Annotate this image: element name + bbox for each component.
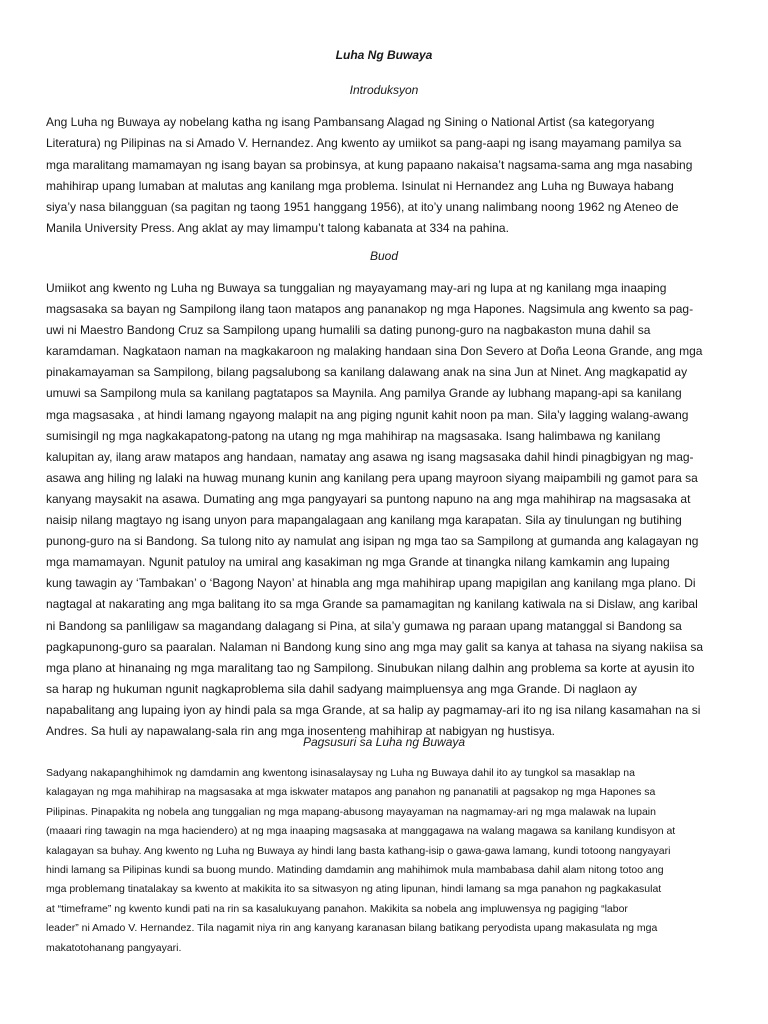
section-heading-pagsusuri: Pagsusuri sa Luha ng Buwaya xyxy=(302,735,466,749)
text-line: punong-guro na si Bandong. Sa tulong nito ay namulat ang isipan ng mga tao sa Sampilong at gumanda ang kalagayan ng xyxy=(46,534,699,549)
paragraph-pagsusuri xyxy=(46,764,736,958)
text-line: mga problemang tinatalakay sa kwento at makikita ito sa sitwasyon ng ating lipunan, hindi lamang sa mga panahon ng pagkakasulat xyxy=(46,883,662,896)
text-line: napabalitang ang lupaing iyon ay hindi pala sa mga Grande, at sa halip ay pagmamay-ari ito ng isa nilang kasamahan na si xyxy=(46,702,701,717)
paragraph-buod xyxy=(46,278,726,742)
text-line: (maaari ring tawagin na mga haciendero) at ng mga inaaping magsasaka at manggagawa na walang magawa sa kanilang kundisyon at xyxy=(46,825,676,838)
text-line: ni Bandong sa panliligaw sa magandang dalagang si Pina, at sila’y gumawa ng paraan upang matanggal si Bandong sa xyxy=(46,618,682,633)
document-title: Luha Ng Buwaya xyxy=(335,48,433,62)
text-line: naisip nilang magtayo ng isang unyon para mapangalagaan ang kanilang mga karapatan. Sila ay tinulungan ng butihing xyxy=(46,513,682,528)
text-line: umuwi sa Sampilong mula sa kanilang pagtatapos sa Maynila. Ang pamilya Grande ay lubhang mapang-api sa kanilang xyxy=(46,386,682,401)
text-line: kung tawagin ay ‘Tambakan’ o ‘Bagong Nayon’ at hinabla ang mga mahihirap upang mapigilan ang kanilang mga plano. Di xyxy=(46,576,696,591)
text-line: mga maralitang mamamayan ng isang bayan sa probinsya, at kung papaano nakaisa’t nagsama-sama ang mga nasabing xyxy=(46,157,693,172)
section-heading-introduksyon: Introduksyon xyxy=(349,83,419,97)
text-line: mga mamamayan. Ngunit patuloy na umiral ang kasakiman ng mga Grande at tinangka nilang kamkamin ang lupaing xyxy=(46,555,670,570)
paragraph-introduksyon xyxy=(46,112,726,240)
text-line: mahihirap upang lumaban at malutas ang kanilang mga problema. Isinulat ni Hernandez ang Luha ng Buwaya habang xyxy=(46,178,674,193)
text-line: leader” ni Amado V. Hernandez. Tila nagamit niya rin ang kanyang karanasan bilang batikang peryodista upang makasulata ng mga xyxy=(46,922,658,935)
text-line: siya’y nasa bilangguan (sa pagitan ng taong 1951 hanggang 1956), at ito’y unang nalimbang noong 1962 ng Ateneo de xyxy=(46,200,679,215)
text-line: pinakamayaman sa Sampilong, bilang pagsalubong sa kanilang dalawang anak na sina Jun at Ninet. Ang magkapatid ay xyxy=(46,365,688,380)
text-line: magsasaka sa bayan ng Sampilong ilang taon matapos ang pananakop ng mga Hapones. Nagsimula ang kwento sa pag- xyxy=(46,302,694,317)
text-line: sumisingil ng mga nagkakapatong-patong na utang ng mga mahihirap na magsasaka. Isang halimbawa ng kanilang xyxy=(46,428,661,443)
text-line: kalagayan ng mga mahihirap na magsasaka at mga iskwater matapos ang panahon ng pananatili at pagsakop ng mga Hapones sa xyxy=(46,786,656,799)
text-line: kalagayan sa buhay. Ang kwento ng Luha ng Buwaya ay hindi lang basta kathang-isip o gawa-gawa lamang, kundi totoong nangyayari xyxy=(46,844,671,857)
text-line: mga magsasaka , at hindi lamang ngayong malapit na ang piging ngunit kahit noon pa man. Sila’y lagging walang-awang xyxy=(46,407,689,422)
text-line: Ang Luha ng Buwaya ay nobelang katha ng isang Pambansang Alagad ng Sining o National Artist (sa kategoryang xyxy=(46,115,655,129)
text-line: kalupitan ay, ilang araw matapos ang handaan, namatay ang asawa ng isang magsasaka dahil hindi pinagbigyan ng mag- xyxy=(46,449,694,464)
text-line: Sadyang nakapanghihimok ng damdamin ang kwentong isinasalaysay ng Luha ng Buwaya dahil ito ay tungkol sa masaklap na xyxy=(46,767,635,779)
text-line: at “timeframe” ng kwento kundi pati na rin sa kasalukuyang panahon. Makikita sa nobela ang impluwensya ng pagiging “labor xyxy=(46,902,628,915)
text-line: Umiikot ang kwento ng Luha ng Buwaya sa tunggalian ng mayayamang may-ari ng lupa at ng kanilang mga inaaping xyxy=(46,281,667,295)
text-line: Pilipinas. Pinapakita ng nobela ang tunggalian ng mga mapang-abusong mayayaman na nagmamay-ari ng mga malawak na lupain xyxy=(46,805,656,818)
text-line: Andres. Sa huli ay napawalang-sala rin ang mga inosenteng mahihirap at nabigyan ng hustisya. xyxy=(46,723,555,738)
text-line: pagkapunong-guro sa paaralan. Nalaman ni Bandong kung sino ang mga may galit sa kanya at tahasa na siyang nakiisa sa xyxy=(46,639,704,654)
text-line: asawa ang hiling ng lalaki na huwag munang kunin ang kanilang pera upang mayroon siyang maipambili ng gamot para sa xyxy=(46,470,698,485)
text-line: Literatura) ng Pilipinas na si Amado V. Hernandez. Ang kwento ay umiikot sa pang-aapi ng isang mayamang pamilya sa xyxy=(46,136,682,151)
text-line: makatotohanang pangyayari. xyxy=(46,941,182,954)
text-line: sa harap ng hukuman ngunit nagkaproblema sila dahil sadyang maimpluensya ang mga Grande. Di naglaon ay xyxy=(46,681,638,696)
text-line: mga plano at hinanaing ng mga maralitang tao ng Sampilong. Sinubukan nilang dalhin ang problema sa korte at ayusin ito xyxy=(46,660,695,675)
text-line: hindi lamang sa Pilipinas kundi sa buong mundo. Matinding damdamin ang mahihimok mula mambabasa dahil alam nitong totoo ang xyxy=(46,864,664,877)
text-line: uwi ni Maestro Bandong Cruz sa Sampilong upang humalili sa dating punong-guro na nagbakaston muna dahil sa xyxy=(46,323,651,338)
text-line: kanyang maysakit na asawa. Dumating ang mga pangyayari sa puntong napuno na ang mga mahihirap na magsasaka at xyxy=(46,491,691,506)
text-line: karamdaman. Nagkataon naman na magkakaroon ng malaking handaan sina Don Severo at Doña Leona Grande, ang mga xyxy=(46,344,703,359)
text-line: nagtagal at nakarating ang mga balitang ito sa mga Grande sa pamamagitan ng kanilang katiwala na si Dislaw, ang karibal xyxy=(46,597,698,612)
section-heading-buod: Buod xyxy=(369,249,399,263)
text-line: Manila University Press. Ang aklat ay may limampu’t talong kabanata at 334 na pahina. xyxy=(46,221,509,236)
